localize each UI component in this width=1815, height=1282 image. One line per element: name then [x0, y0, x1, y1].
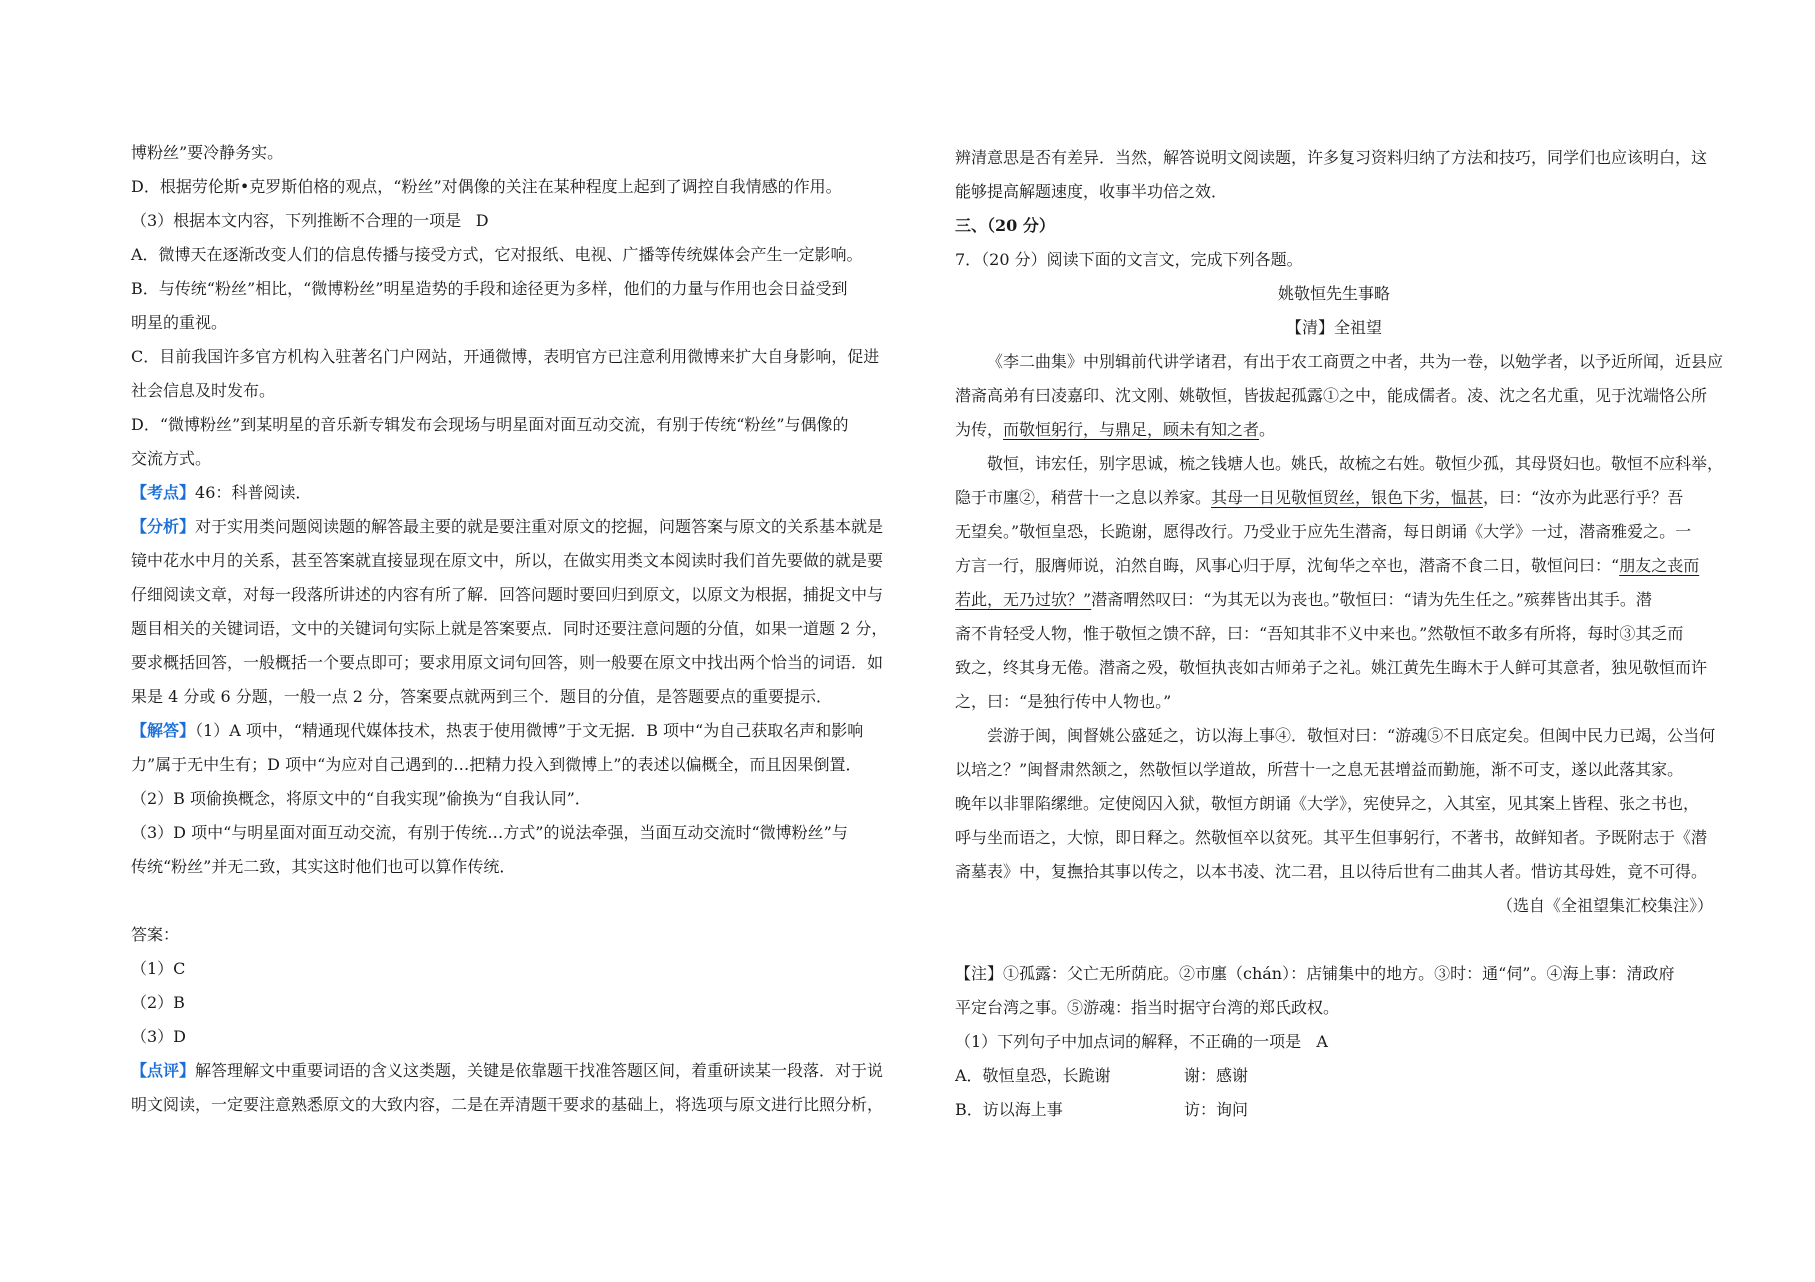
passage-p3-line-2: 以培之？”闽督肃然颔之，然敬恒以学道故，所营十一之息无甚增益而勤施，渐不可支，遂以此落其家。: [955, 760, 1684, 779]
question-3: [131, 204, 897, 238]
underlined-sentence: 其母一日见敬恒贸丝，银色下劣，愠甚: [1211, 488, 1484, 507]
jieda-tag: 【解答】: [131, 721, 196, 740]
question-7: 7．（20 分）阅读下面的文言文，完成下列各题。: [955, 250, 1303, 269]
spacer: [955, 923, 1713, 957]
fenxi-line-5: 要求概括回答，一般概括一个要点即可；要求用原文词句回答，则一般要在原文中找出两个恰当的词语．如: [131, 653, 884, 672]
passage-p2-line-5: [955, 583, 1713, 617]
dianping-tag: 【点评】: [131, 1061, 196, 1080]
text-span: 为传，: [955, 420, 1004, 439]
option-d-q2: D．根据劳伦斯•克罗斯伯格的观点，“粉丝”对偶像的关注在某种程度上起到了调控自我情感的作用。: [131, 177, 842, 196]
continuation-line-2: 能够提高解题速度，收事半功倍之效．: [955, 182, 1228, 201]
option-b-sentence: B．访以海上事: [955, 1100, 1063, 1119]
jieda-line-4: （3）D 项中“与明星面对面互动交流，有别于传统…方式”的说法牵强，当面互动交流时“微博粉丝”与: [131, 823, 848, 842]
passage-p3-line-5: 斋墓表》中，复撫拾其事以传之，以本书凌、沈二君，且以待后世有二曲其人者。惜访其母姓，竟不可得。: [955, 862, 1708, 881]
passage-p2-line-6: 斋不肯轻受人物，惟于敬恒之馈不辞，曰：“吾知其非不义中来也。”然敬恒不敢多有所将，每时③其乏而: [955, 624, 1684, 643]
kaodian-tag: 【考点】: [131, 483, 196, 502]
question-3-answer: D: [475, 211, 489, 230]
passage-title: 姚敬恒先生事略: [1277, 284, 1390, 303]
text-span: 潜斋喟然叹曰：“为其无以为丧也。”敬恒曰：“请为先生任之。”殡葬皆出其手。潜: [1091, 590, 1652, 609]
fenxi-line-1: [131, 510, 897, 544]
text-span: ，曰：“汝亦为此恶行乎？吾: [1483, 488, 1684, 507]
passage-p2-line-4: [955, 549, 1713, 583]
option-d-line-2: 交流方式。: [131, 449, 212, 468]
passage-p2-line-1: 敬恒，讳宏任，别字思诚，梳之钱塘人也。姚氏，故梳之右姓。敬恒少孤，其母贤妇也。敬恒不应科举，: [987, 454, 1724, 473]
passage-p1-line-2: 潜斋高弟有曰凌嘉印、沈文刚、姚敬恒，皆拔起孤露①之中，能成儒者。凌、沈之名尤重，见于沈端恪公所: [955, 386, 1708, 405]
section-heading: 三、（20 分）: [955, 216, 1055, 235]
sub-question-1-answer: A: [1316, 1032, 1328, 1051]
dianping-text: 解答理解文中重要词语的含义这类题，关键是依靠题干找准答题区间，着重研读某一段落．对于说: [195, 1061, 884, 1080]
answer-2: （2）B: [131, 993, 185, 1012]
option-c-line-1: C．目前我国许多官方机构入驻著名门户网站，开通微博，表明官方已注意利用微博来扩大自身影响，促进: [131, 347, 880, 366]
dianping-line-2: 明文阅读，一定要注意熟悉原文的大致内容，二是在弄清题干要求的基础上，将选项与原文进行比照分析，: [131, 1095, 884, 1114]
option-a-sentence: A．敬恒皇恐，长跪谢: [955, 1066, 1111, 1085]
option-b-gloss: 访：询问: [1184, 1100, 1249, 1119]
text-span: 方言一行，服膺师说，泊然自晦，风事心归于厚，沈甸华之卒也，潜斋不食二日，敬恒问曰：“: [955, 556, 1620, 575]
question-3-prompt: （3）根据本文内容，下列推断不合理的一项是: [131, 211, 462, 230]
text-span: 。: [1259, 420, 1276, 439]
passage-p3-line-1: 尝游于闽，闽督姚公盛延之，访以海上事④．敬恒对曰：“游魂⑤不日底定矣。但闽中民力已竭，公当何: [987, 726, 1716, 745]
note-line-2: 平定台湾之事。⑤游魂：指当时据守台湾的郑氏政权。: [955, 998, 1340, 1017]
jieda-line-2: 力”属于无中生有；D 项中“为应对自己遇到的…把精力投入到微博上”的表述以偏概全，而且因果倒置．: [131, 755, 862, 774]
text-span: 隐于市廛②，稍营十一之息以养家。: [955, 488, 1212, 507]
left-column: [131, 136, 897, 1122]
continuation-line-1: 辨清意思是否有差异．当然，解答说明文阅读题，许多复习资料归纳了方法和技巧，同学们也应该明白，这: [955, 148, 1708, 167]
option-b-line-2: 明星的重视。: [131, 313, 228, 332]
sub-question-1: [955, 1025, 1713, 1059]
option-c-line-2: 社会信息及时发布。: [131, 381, 276, 400]
kaodian-line: [131, 476, 897, 510]
fenxi-text: 对于实用类问题阅读题的解答最主要的就是要注重对原文的挖掘，问题答案与原文的关系基本就是: [195, 517, 884, 536]
dianping-line-1: [131, 1054, 897, 1088]
jieda-line-5: 传统“粉丝”并无二致，其实这时他们也可以算作传统．: [131, 857, 516, 876]
underlined-sentence: 若此，无乃过欤？”: [955, 590, 1092, 609]
sub-question-1-prompt: （1）下列句子中加点词的解释，不正确的一项是: [955, 1032, 1302, 1051]
fenxi-line-4: 题目相关的关键词语，文中的关键词句实际上就是答案要点．同时还要注意问题的分值，如果一道题 2 分，: [131, 619, 888, 638]
jieda-line-3: （2）B 项偷换概念，将原文中的“自我实现”偷换为“自我认同”．: [131, 789, 591, 808]
passage-p1-line-1: 《李二曲集》中別辑前代讲学诸君，有出于农工商贾之中者，共为一卷，以勉学者，以予近所闻，近县应: [987, 352, 1724, 371]
underlined-sentence: 而敬恒躬行，与鼎足，顾未有知之者: [1003, 420, 1260, 439]
option-a-gloss: 谢：感谢: [1184, 1066, 1249, 1085]
passage-p2-line-3: 无望矣。”敬恒皇恐，长跪谢，愿得改行。乃受业于应先生潜斋，每日朗诵《大学》一过，潜斋雅爱之。一: [955, 522, 1692, 541]
answer-3: （3）D: [131, 1027, 187, 1046]
right-column: [955, 141, 1724, 1127]
passage-p3-line-4: 呼与坐而语之，大惊，即日释之。然敬恒卒以贫死。其平生但事躬行，不著书，故鲜知者。予既附志于《潜: [955, 828, 1708, 847]
fenxi-tag: 【分析】: [131, 517, 196, 536]
passage-author: 【清】全祖望: [1285, 318, 1382, 337]
answer-1: （1）C: [131, 959, 186, 978]
note-line-1: 【注】①孤露：父亡无所荫庇。②市廛（chán）：店铺集中的地方。③时：通“伺”。④海上事：清政府: [955, 964, 1675, 983]
passage-source: （选自《全祖望集汇校集注》）: [1496, 896, 1713, 915]
option-b-row: [955, 1093, 1713, 1127]
answer-label: 答案：: [131, 925, 180, 944]
option-a: A．微博天在逐渐改变人们的信息传播与接受方式，它对报纸、电视、广播等传统媒体会产生一定影响。: [131, 245, 863, 264]
option-b-line-1: B．与传统“粉丝”相比，“微博粉丝”明星造势的手段和途径更为多样，他们的力量与作用也会日益受到: [131, 279, 848, 298]
jieda-text: （1）A 项中，“精通现代媒体技术，热衷于使用微博”于文无据．B 项中“为自己获取名声和影响: [195, 721, 864, 740]
passage-p2-line-8: 之，曰：“是独行传中人物也。”: [955, 692, 1172, 711]
spacer: [131, 884, 897, 918]
kaodian-text: 46：科普阅读．: [195, 483, 312, 502]
passage-p3-line-3: 晚年以非罪陷缧绁。定使阅囚入狱，敬恒方朗诵《大学》，宪使异之，入其室，见其案上皆程、张之书也，: [955, 794, 1700, 813]
fenxi-line-3: 仔细阅读文章，对每一段落所讲述的内容有所了解．回答问题时要回归到原文，以原文为根据，捕捉文中与: [131, 585, 884, 604]
option-a-row: [955, 1059, 1713, 1093]
jieda-line-1: [131, 714, 897, 748]
fenxi-line-6: 果是 4 分或 6 分题，一般一点 2 分，答案要点就两到三个．题目的分值，是答题要点的重要提示．: [131, 687, 833, 706]
underlined-sentence: 朋友之丧而: [1619, 556, 1700, 575]
text-line: 博粉丝”要冷静务实。: [131, 143, 284, 162]
passage-p2-line-2: [955, 481, 1713, 515]
option-d-line-1: D．“微博粉丝”到某明星的音乐新专辑发布会现场与明星面对面互动交流，有别于传统“粉丝”与偶像的: [131, 415, 849, 434]
passage-p2-line-7: 致之，终其身无倦。潜斋之殁，敬恒执丧如古师弟子之礼。姚江黄先生晦木于人鲜可其意者，独见敬恒而许: [955, 658, 1708, 677]
fenxi-line-2: 镜中花水中月的关系，甚至答案就直接显现在原文中，所以，在做实用类文本阅读时我们首先要做的就是要: [131, 551, 884, 570]
passage-p1-line-3: [955, 413, 1713, 447]
